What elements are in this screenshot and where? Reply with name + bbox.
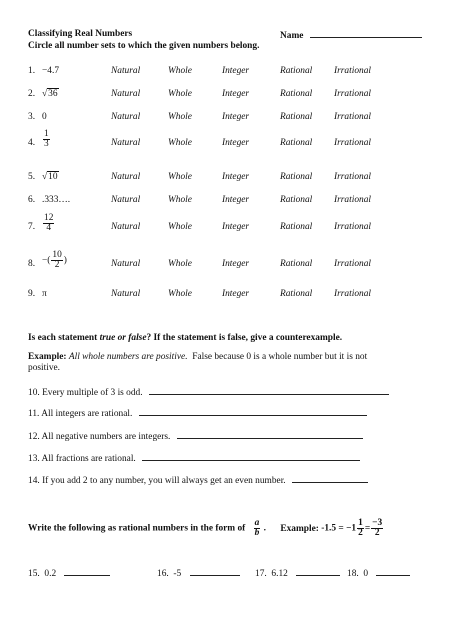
mixed-fraction: $\frac{1}{2}$ [358, 518, 363, 538]
number-row [0, 170, 474, 190]
category-option-rational[interactable]: Rational [280, 289, 313, 299]
number-row [0, 87, 474, 107]
given-number: .333…. [42, 195, 71, 205]
given-number: $\frac{12}{4}$ [44, 213, 54, 233]
item-17: 17. 6.12 [255, 567, 340, 579]
question-number: 5. [28, 172, 36, 182]
category-option-integer[interactable]: Integer [222, 112, 250, 122]
number-row [0, 250, 474, 277]
category-option-integer[interactable]: Integer [222, 172, 250, 182]
category-option-natural[interactable]: Natural [111, 172, 141, 182]
category-option-integer[interactable]: Integer [222, 195, 250, 205]
category-option-natural[interactable]: Natural [111, 112, 141, 122]
answer-blank-11[interactable] [139, 407, 367, 416]
category-option-natural[interactable]: Natural [111, 66, 141, 76]
category-option-whole[interactable]: Whole [168, 289, 192, 299]
answer-blank-17[interactable] [296, 567, 340, 576]
statement-12: 12. All negative numbers are integers. [28, 430, 363, 442]
number-row [0, 287, 474, 307]
category-option-rational[interactable]: Rational [280, 66, 313, 76]
part2-heading: Is each statement true or false? If the statement is false, give a counterexample. [28, 333, 343, 343]
category-option-whole[interactable]: Whole [168, 89, 192, 99]
statement-10: 10. Every multiple of 3 is odd. [28, 386, 389, 398]
category-option-integer[interactable]: Integer [222, 259, 250, 269]
statement-14: 14. If you add 2 to any number, you will always get an even number. [28, 474, 368, 486]
question-number: 6. [28, 195, 36, 205]
category-option-rational[interactable]: Rational [280, 89, 313, 99]
instruction-text: Circle all number sets to which the given numbers belong. [28, 41, 260, 51]
number-row [0, 213, 474, 240]
category-option-integer[interactable]: Integer [222, 66, 250, 76]
category-option-whole[interactable]: Whole [168, 195, 192, 205]
category-option-whole[interactable]: Whole [168, 138, 192, 148]
part2-example-cont: positive. [28, 363, 61, 373]
category-option-natural[interactable]: Natural [111, 222, 141, 232]
given-number: π [42, 289, 47, 299]
category-option-rational[interactable]: Rational [280, 172, 313, 182]
item-15: 15. 0.2 [28, 567, 110, 579]
question-number: 4. [28, 138, 36, 148]
form-fraction: $\frac{a}{b}$ [254, 518, 260, 538]
category-option-irrational[interactable]: Irrational [334, 222, 371, 232]
given-number: −( $\frac{10}{2}$ ) [42, 250, 67, 270]
category-option-whole[interactable]: Whole [168, 66, 192, 76]
answer-blank-18[interactable] [376, 567, 410, 576]
item-16: 16. -5 [157, 567, 240, 579]
statement-13: 13. All fractions are rational. [28, 452, 360, 464]
category-option-irrational[interactable]: Irrational [334, 89, 371, 99]
category-option-integer[interactable]: Integer [222, 289, 250, 299]
part2-example: Example: All whole numbers are positive. False because 0 is a whole number but it is not [28, 352, 368, 362]
category-option-rational[interactable]: Rational [280, 222, 313, 232]
category-option-irrational[interactable]: Irrational [334, 259, 371, 269]
name-field[interactable] [280, 29, 422, 41]
part3-heading: Write the following as rational numbers in the form of $\frac{a}{b}$ . Example: -1.5 = −1 $\frac{1}{2}$ = $\frac{-3}{2}$ [28, 518, 383, 538]
category-option-natural[interactable]: Natural [111, 195, 141, 205]
part3-example-value: -1.5 = [321, 523, 344, 534]
number-row [0, 110, 474, 130]
name-label: Name [280, 31, 304, 41]
given-number: $\frac{1}{3}$ [44, 129, 49, 149]
number-row [0, 193, 474, 213]
answer-blank-15[interactable] [64, 567, 110, 576]
given-number: 0 [42, 112, 47, 122]
answer-blank-13[interactable] [142, 452, 360, 461]
category-option-integer[interactable]: Integer [222, 138, 250, 148]
statement-11: 11. All integers are rational. [28, 407, 367, 419]
question-number: 1. [28, 66, 36, 76]
category-option-natural[interactable]: Natural [111, 138, 141, 148]
number-row [0, 64, 474, 84]
category-option-whole[interactable]: Whole [168, 112, 192, 122]
question-number: 2. [28, 89, 36, 99]
number-row [0, 129, 474, 156]
item-18: 18. 0 [347, 567, 410, 579]
category-option-irrational[interactable]: Irrational [334, 289, 371, 299]
result-fraction: $\frac{-3}{2}$ [372, 518, 383, 538]
question-number: 3. [28, 112, 36, 122]
worksheet-title: Classifying Real Numbers [28, 29, 133, 39]
given-number: √36 [42, 89, 58, 99]
given-number: √10 [42, 172, 58, 182]
category-option-rational[interactable]: Rational [280, 259, 313, 269]
category-option-irrational[interactable]: Irrational [334, 172, 371, 182]
category-option-irrational[interactable]: Irrational [334, 195, 371, 205]
category-option-rational[interactable]: Rational [280, 112, 313, 122]
category-option-integer[interactable]: Integer [222, 222, 250, 232]
given-number: −4.7 [42, 66, 60, 76]
category-option-natural[interactable]: Natural [111, 259, 141, 269]
part3-example-label: Example: [280, 523, 319, 534]
question-number: 7. [28, 222, 36, 232]
question-number: 8. [28, 259, 36, 269]
category-option-rational[interactable]: Rational [280, 138, 313, 148]
category-option-whole[interactable]: Whole [168, 222, 192, 232]
category-option-integer[interactable]: Integer [222, 89, 250, 99]
category-option-whole[interactable]: Whole [168, 259, 192, 269]
category-option-irrational[interactable]: Irrational [334, 66, 371, 76]
category-option-irrational[interactable]: Irrational [334, 112, 371, 122]
answer-blank-14[interactable] [292, 474, 368, 483]
answer-blank-10[interactable] [149, 386, 389, 395]
category-option-natural[interactable]: Natural [111, 89, 141, 99]
question-number: 9. [28, 289, 36, 299]
name-blank[interactable] [310, 29, 422, 38]
category-option-whole[interactable]: Whole [168, 172, 192, 182]
category-option-rational[interactable]: Rational [280, 195, 313, 205]
answer-blank-16[interactable] [190, 567, 240, 576]
answer-blank-12[interactable] [177, 430, 363, 439]
category-option-natural[interactable]: Natural [111, 289, 141, 299]
category-option-irrational[interactable]: Irrational [334, 138, 371, 148]
